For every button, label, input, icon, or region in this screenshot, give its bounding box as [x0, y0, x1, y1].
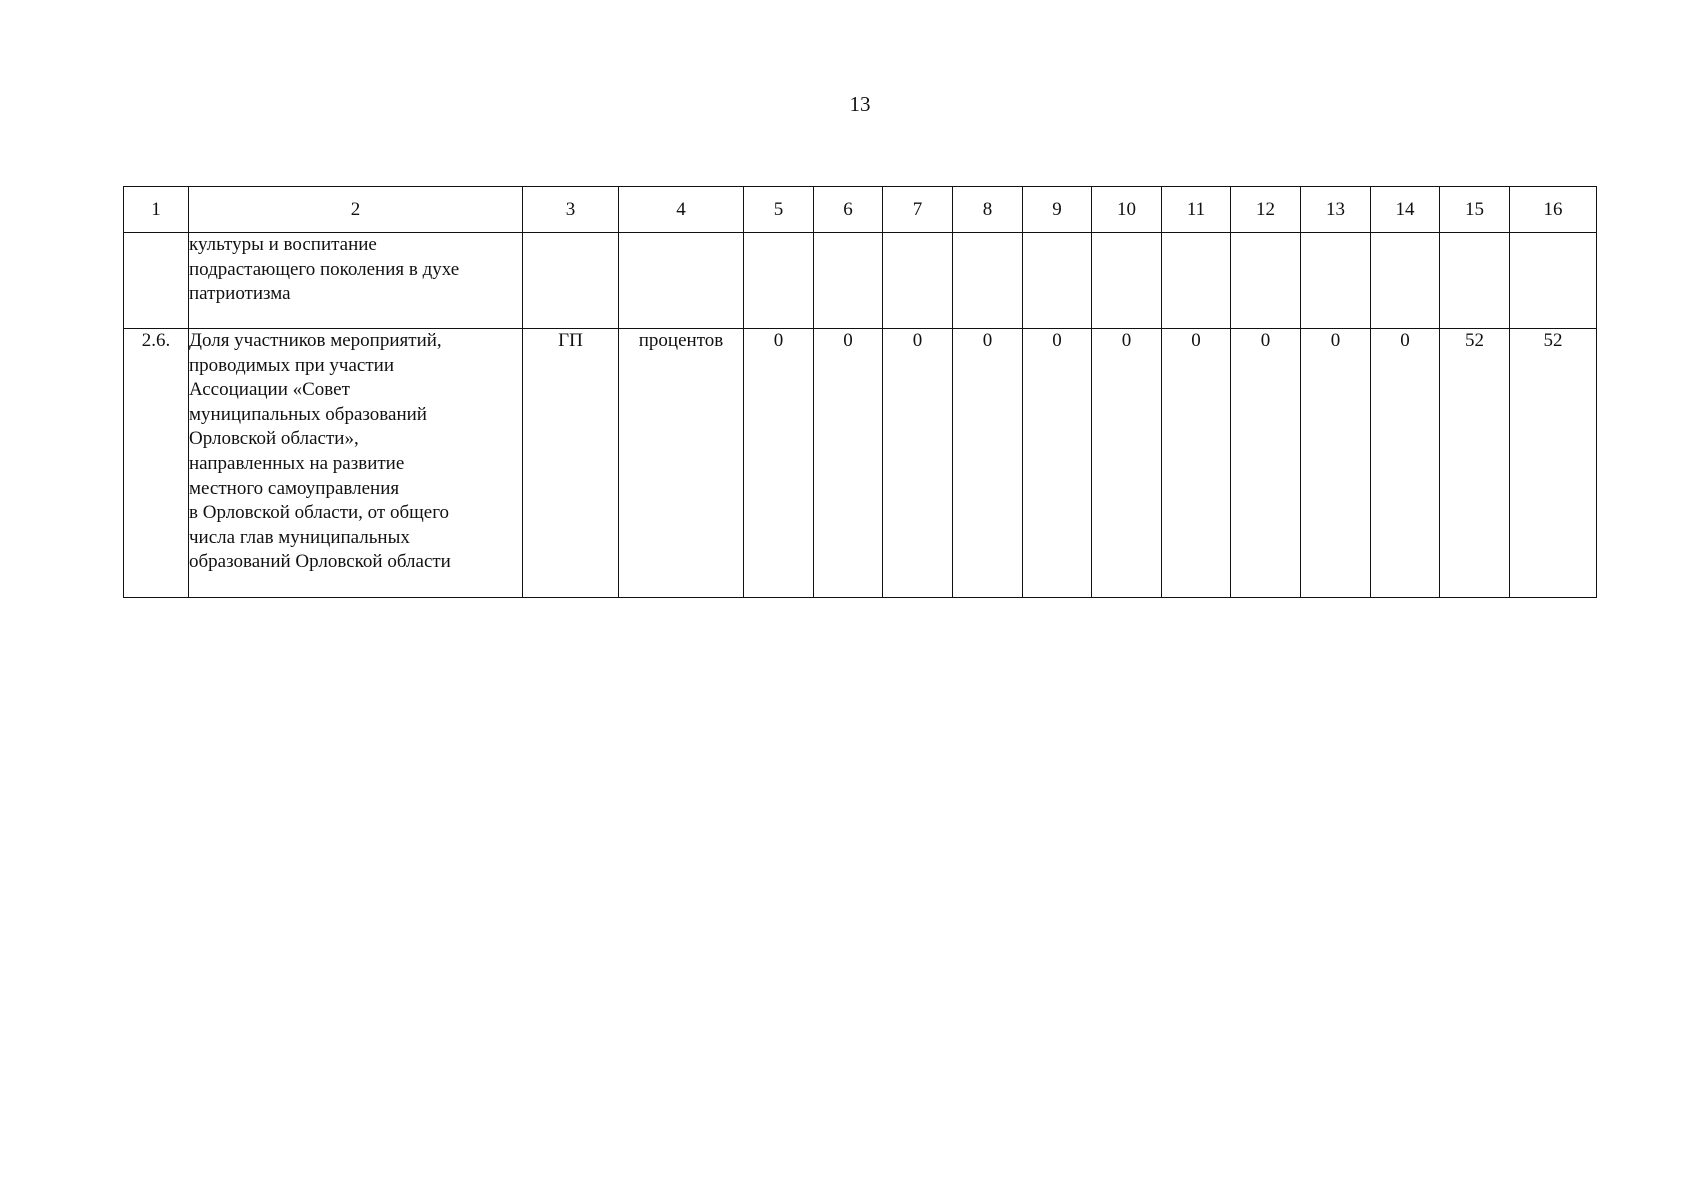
value-cell: 0 — [1162, 329, 1231, 598]
page-number: 13 — [849, 92, 871, 116]
description-line: числа глав муниципальных — [189, 526, 410, 548]
empty-cell — [1510, 233, 1597, 329]
row-number-cell: 2.6. — [124, 329, 189, 598]
column-header: 3 — [523, 187, 619, 233]
empty-cell — [883, 233, 953, 329]
value-cell: 0 — [1092, 329, 1162, 598]
table-header-row — [124, 187, 1597, 233]
column-header: 14 — [1371, 187, 1440, 233]
column-header: 9 — [1023, 187, 1092, 233]
row-number-cell — [124, 233, 189, 329]
column-header: 16 — [1510, 187, 1597, 233]
column-header: 6 — [814, 187, 883, 233]
empty-cell — [744, 233, 814, 329]
description-line: местного самоуправления — [189, 477, 400, 499]
description-line: Орловской области», — [189, 428, 359, 450]
column-header: 15 — [1440, 187, 1510, 233]
value-cell: 0 — [1371, 329, 1440, 598]
column-header: 1 — [124, 187, 189, 233]
empty-cell — [1301, 233, 1371, 329]
value-cell: 0 — [883, 329, 953, 598]
value-cell: 0 — [744, 329, 814, 598]
empty-cell — [619, 233, 744, 329]
description-line: муниципальных образований — [189, 403, 427, 425]
description-line: в Орловской области, от общего — [189, 502, 450, 524]
table-row — [124, 329, 1597, 598]
empty-cell — [1162, 233, 1231, 329]
empty-cell — [814, 233, 883, 329]
description-line: культуры и воспитание — [189, 234, 377, 255]
column-header: 5 — [744, 187, 814, 233]
value-cell: 0 — [1301, 329, 1371, 598]
empty-cell — [1023, 233, 1092, 329]
description-line: патриотизма — [189, 283, 291, 305]
column-header: 10 — [1092, 187, 1162, 233]
table-row — [124, 233, 1597, 329]
column-header: 11 — [1162, 187, 1231, 233]
empty-cell — [1371, 233, 1440, 329]
column-header: 7 — [883, 187, 953, 233]
indicators-table — [123, 186, 1597, 598]
empty-cell — [1092, 233, 1162, 329]
column-header: 4 — [619, 187, 744, 233]
empty-cell — [953, 233, 1023, 329]
description-line: Доля участников мероприятий, — [189, 330, 442, 351]
value-cell: 0 — [1023, 329, 1092, 598]
value-cell: 0 — [953, 329, 1023, 598]
unit-cell: процентов — [619, 329, 744, 598]
indicator-description — [189, 233, 523, 329]
empty-cell — [1440, 233, 1510, 329]
description-line: подрастающего поколения в духе — [189, 258, 460, 280]
empty-cell — [523, 233, 619, 329]
value-cell: 0 — [1231, 329, 1301, 598]
value-cell: 0 — [814, 329, 883, 598]
indicator-description — [189, 329, 523, 598]
description-line: образований Орловской области — [189, 551, 451, 573]
value-cell: 52 — [1440, 329, 1510, 598]
empty-cell — [1231, 233, 1301, 329]
column-header: 12 — [1231, 187, 1301, 233]
column-header: 2 — [189, 187, 523, 233]
column-header: 13 — [1301, 187, 1371, 233]
value-cell: 52 — [1510, 329, 1597, 598]
description-line: направленных на развитие — [189, 452, 405, 474]
description-line: Ассоциации «Совет — [189, 379, 350, 401]
indicator-type-cell: ГП — [523, 329, 619, 598]
column-header: 8 — [953, 187, 1023, 233]
description-line: проводимых при участии — [189, 354, 394, 376]
